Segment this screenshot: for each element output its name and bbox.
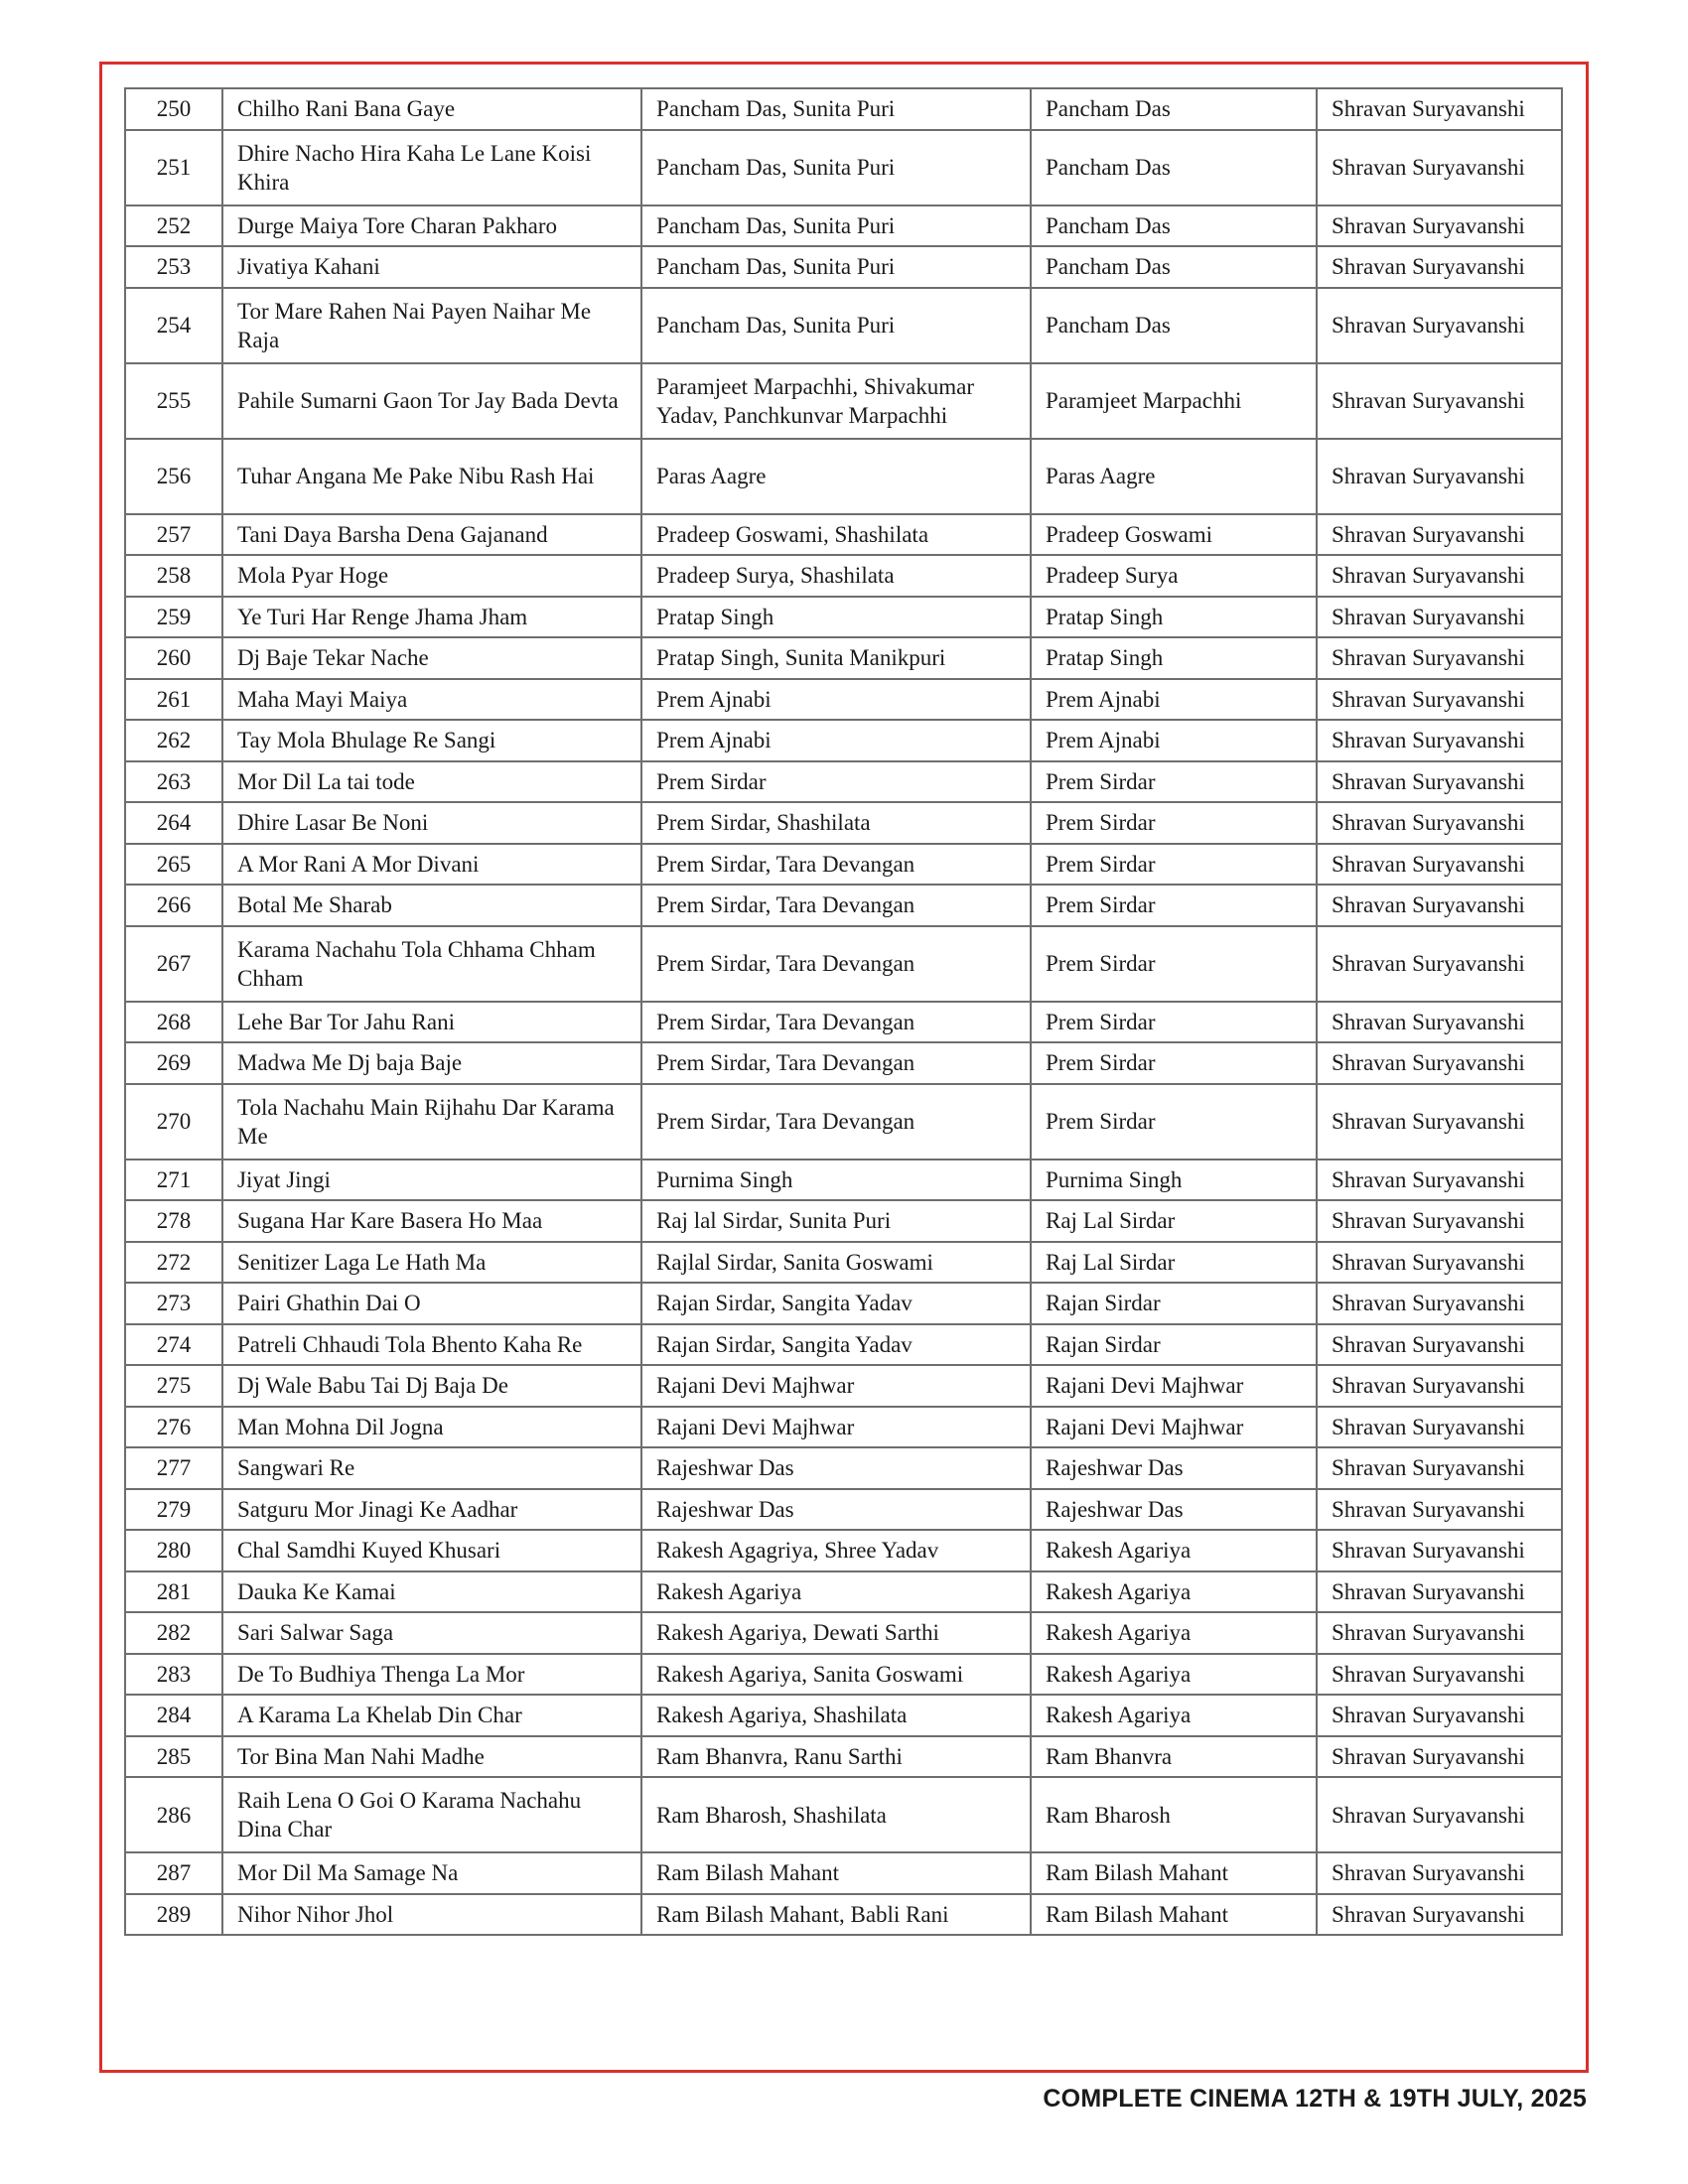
lyricist: Pancham Das [1031, 288, 1317, 363]
singers: Ram Bharosh, Shashilata [641, 1777, 1031, 1852]
singers: Pancham Das, Sunita Puri [641, 246, 1031, 288]
song-title: A Karama La Khelab Din Char [222, 1695, 641, 1736]
table-row [125, 844, 1562, 886]
lyricist: Prem Sirdar [1031, 1084, 1317, 1160]
table-row [125, 1852, 1562, 1894]
composer: Shravan Suryavanshi [1317, 844, 1562, 886]
composer: Shravan Suryavanshi [1317, 1695, 1562, 1736]
singers: Pancham Das, Sunita Puri [641, 130, 1031, 205]
lyricist: Rajan Sirdar [1031, 1283, 1317, 1324]
row-number: 289 [125, 1894, 222, 1936]
row-number: 256 [125, 439, 222, 514]
lyricist: Raj Lal Sirdar [1031, 1242, 1317, 1284]
row-number: 270 [125, 1084, 222, 1160]
row-number: 274 [125, 1324, 222, 1366]
song-title: Botal Me Sharab [222, 885, 641, 926]
song-title: Dj Baje Tekar Nache [222, 637, 641, 679]
lyricist: Rakesh Agariya [1031, 1612, 1317, 1654]
lyricist: Paramjeet Marpachhi [1031, 363, 1317, 439]
table-row [125, 130, 1562, 205]
composer: Shravan Suryavanshi [1317, 246, 1562, 288]
singers: Prem Sirdar, Tara Devangan [641, 844, 1031, 886]
lyricist: Ram Bharosh [1031, 1777, 1317, 1852]
lyricist: Prem Ajnabi [1031, 720, 1317, 761]
song-title: Lehe Bar Tor Jahu Rani [222, 1002, 641, 1043]
table-row [125, 1242, 1562, 1284]
song-title: Satguru Mor Jinagi Ke Aadhar [222, 1489, 641, 1531]
lyricist: Rajan Sirdar [1031, 1324, 1317, 1366]
song-title: Man Mohna Dil Jogna [222, 1407, 641, 1448]
composer: Shravan Suryavanshi [1317, 1736, 1562, 1778]
singers: Pratap Singh [641, 597, 1031, 638]
singers: Prem Sirdar, Tara Devangan [641, 1084, 1031, 1160]
singers: Prem Sirdar, Shashilata [641, 802, 1031, 844]
table-row [125, 1571, 1562, 1613]
table-row [125, 246, 1562, 288]
composer: Shravan Suryavanshi [1317, 802, 1562, 844]
table-row [125, 1489, 1562, 1531]
singers: Rajan Sirdar, Sangita Yadav [641, 1283, 1031, 1324]
composer: Shravan Suryavanshi [1317, 1042, 1562, 1084]
row-number: 272 [125, 1242, 222, 1284]
row-number: 267 [125, 926, 222, 1002]
table-row [125, 555, 1562, 597]
table-row [125, 1002, 1562, 1043]
singers: Rajani Devi Majhwar [641, 1365, 1031, 1407]
song-title: Ye Turi Har Renge Jhama Jham [222, 597, 641, 638]
row-number: 253 [125, 246, 222, 288]
row-number: 269 [125, 1042, 222, 1084]
table-row [125, 1736, 1562, 1778]
table-row [125, 363, 1562, 439]
song-title: Senitizer Laga Le Hath Ma [222, 1242, 641, 1284]
singers: Pratap Singh, Sunita Manikpuri [641, 637, 1031, 679]
row-number: 251 [125, 130, 222, 205]
composer: Shravan Suryavanshi [1317, 637, 1562, 679]
row-number: 279 [125, 1489, 222, 1531]
lyricist: Pancham Das [1031, 205, 1317, 247]
singers: Ram Bilash Mahant, Babli Rani [641, 1894, 1031, 1936]
song-title: Sugana Har Kare Basera Ho Maa [222, 1200, 641, 1242]
song-title: Pairi Ghathin Dai O [222, 1283, 641, 1324]
table-row [125, 1324, 1562, 1366]
song-title: Dj Wale Babu Tai Dj Baja De [222, 1365, 641, 1407]
table-row [125, 885, 1562, 926]
composer: Shravan Suryavanshi [1317, 885, 1562, 926]
table-row [125, 1530, 1562, 1571]
song-title: Raih Lena O Goi O Karama Nachahu Dina Char [222, 1777, 641, 1852]
publication-footer: COMPLETE CINEMA 12TH & 19TH JULY, 2025 [1043, 2085, 1587, 2113]
table-row [125, 926, 1562, 1002]
singers: Rakesh Agariya, Dewati Sarthi [641, 1612, 1031, 1654]
song-title: Tay Mola Bhulage Re Sangi [222, 720, 641, 761]
table-row [125, 205, 1562, 247]
row-number: 280 [125, 1530, 222, 1571]
composer: Shravan Suryavanshi [1317, 1894, 1562, 1936]
table-row [125, 1283, 1562, 1324]
table-row [125, 1407, 1562, 1448]
lyricist: Rakesh Agariya [1031, 1571, 1317, 1613]
lyricist: Paras Aagre [1031, 439, 1317, 514]
lyricist: Ram Bhanvra [1031, 1736, 1317, 1778]
lyricist: Pratap Singh [1031, 637, 1317, 679]
singers: Pradeep Surya, Shashilata [641, 555, 1031, 597]
table-row [125, 1654, 1562, 1696]
singers: Prem Sirdar [641, 761, 1031, 803]
singers: Prem Sirdar, Tara Devangan [641, 926, 1031, 1002]
lyricist: Prem Sirdar [1031, 1042, 1317, 1084]
composer: Shravan Suryavanshi [1317, 720, 1562, 761]
row-number: 266 [125, 885, 222, 926]
table-row [125, 1612, 1562, 1654]
table-row [125, 1365, 1562, 1407]
composer: Shravan Suryavanshi [1317, 1200, 1562, 1242]
singers: Ram Bhanvra, Ranu Sarthi [641, 1736, 1031, 1778]
table-row [125, 1447, 1562, 1489]
lyricist: Ram Bilash Mahant [1031, 1852, 1317, 1894]
song-title: Tor Mare Rahen Nai Payen Naihar Me Raja [222, 288, 641, 363]
row-number: 286 [125, 1777, 222, 1852]
table-row [125, 1894, 1562, 1936]
composer: Shravan Suryavanshi [1317, 363, 1562, 439]
song-title: Chal Samdhi Kuyed Khusari [222, 1530, 641, 1571]
composer: Shravan Suryavanshi [1317, 761, 1562, 803]
lyricist: Rajeshwar Das [1031, 1447, 1317, 1489]
singers: Prem Sirdar, Tara Devangan [641, 885, 1031, 926]
singers: Raj lal Sirdar, Sunita Puri [641, 1200, 1031, 1242]
composer: Shravan Suryavanshi [1317, 1571, 1562, 1613]
singers: Pancham Das, Sunita Puri [641, 288, 1031, 363]
song-title: Sari Salwar Saga [222, 1612, 641, 1654]
singers: Rajan Sirdar, Sangita Yadav [641, 1324, 1031, 1366]
row-number: 277 [125, 1447, 222, 1489]
lyricist: Pradeep Goswami [1031, 514, 1317, 556]
singers: Rajlal Sirdar, Sanita Goswami [641, 1242, 1031, 1284]
song-title: Sangwari Re [222, 1447, 641, 1489]
composer: Shravan Suryavanshi [1317, 1447, 1562, 1489]
row-number: 285 [125, 1736, 222, 1778]
lyricist: Pratap Singh [1031, 597, 1317, 638]
row-number: 259 [125, 597, 222, 638]
song-title: Madwa Me Dj baja Baje [222, 1042, 641, 1084]
row-number: 273 [125, 1283, 222, 1324]
row-number: 252 [125, 205, 222, 247]
lyricist: Rakesh Agariya [1031, 1654, 1317, 1696]
table-row [125, 802, 1562, 844]
composer: Shravan Suryavanshi [1317, 1407, 1562, 1448]
table-row [125, 1777, 1562, 1852]
song-title: De To Budhiya Thenga La Mor [222, 1654, 641, 1696]
composer: Shravan Suryavanshi [1317, 1612, 1562, 1654]
song-title: Chilho Rani Bana Gaye [222, 88, 641, 130]
row-number: 287 [125, 1852, 222, 1894]
composer: Shravan Suryavanshi [1317, 1852, 1562, 1894]
lyricist: Ram Bilash Mahant [1031, 1894, 1317, 1936]
composer: Shravan Suryavanshi [1317, 1283, 1562, 1324]
lyricist: Prem Sirdar [1031, 761, 1317, 803]
composer: Shravan Suryavanshi [1317, 439, 1562, 514]
singers: Pancham Das, Sunita Puri [641, 88, 1031, 130]
singers: Rajeshwar Das [641, 1489, 1031, 1531]
row-number: 283 [125, 1654, 222, 1696]
lyricist: Prem Sirdar [1031, 885, 1317, 926]
composer: Shravan Suryavanshi [1317, 555, 1562, 597]
table-row [125, 597, 1562, 638]
lyricist: Rakesh Agariya [1031, 1530, 1317, 1571]
row-number: 281 [125, 1571, 222, 1613]
composer: Shravan Suryavanshi [1317, 1324, 1562, 1366]
row-number: 282 [125, 1612, 222, 1654]
song-title: Pahile Sumarni Gaon Tor Jay Bada Devta [222, 363, 641, 439]
lyricist: Rajani Devi Majhwar [1031, 1365, 1317, 1407]
composer: Shravan Suryavanshi [1317, 1489, 1562, 1531]
lyricist: Purnima Singh [1031, 1160, 1317, 1201]
singers: Prem Ajnabi [641, 679, 1031, 721]
singers: Paras Aagre [641, 439, 1031, 514]
row-number: 265 [125, 844, 222, 886]
row-number: 260 [125, 637, 222, 679]
row-number: 263 [125, 761, 222, 803]
composer: Shravan Suryavanshi [1317, 1365, 1562, 1407]
lyricist: Pancham Das [1031, 88, 1317, 130]
row-number: 261 [125, 679, 222, 721]
singers: Ram Bilash Mahant [641, 1852, 1031, 1894]
lyricist: Rajeshwar Das [1031, 1489, 1317, 1531]
lyricist: Pradeep Surya [1031, 555, 1317, 597]
row-number: 264 [125, 802, 222, 844]
composer: Shravan Suryavanshi [1317, 597, 1562, 638]
song-title: Nihor Nihor Jhol [222, 1894, 641, 1936]
row-number: 276 [125, 1407, 222, 1448]
composer: Shravan Suryavanshi [1317, 514, 1562, 556]
song-title: Mola Pyar Hoge [222, 555, 641, 597]
row-number: 278 [125, 1200, 222, 1242]
song-title: Tuhar Angana Me Pake Nibu Rash Hai [222, 439, 641, 514]
composer: Shravan Suryavanshi [1317, 926, 1562, 1002]
song-table-body [125, 88, 1562, 1935]
lyricist: Rakesh Agariya [1031, 1695, 1317, 1736]
song-title: Tor Bina Man Nahi Madhe [222, 1736, 641, 1778]
composer: Shravan Suryavanshi [1317, 679, 1562, 721]
row-number: 257 [125, 514, 222, 556]
song-table [124, 87, 1563, 1936]
singers: Paramjeet Marpachhi, Shivakumar Yadav, Panchkunvar Marpachhi [641, 363, 1031, 439]
lyricist: Raj Lal Sirdar [1031, 1200, 1317, 1242]
table-row [125, 514, 1562, 556]
lyricist: Prem Sirdar [1031, 802, 1317, 844]
singers: Rakesh Agariya, Sanita Goswami [641, 1654, 1031, 1696]
song-title: Dauka Ke Kamai [222, 1571, 641, 1613]
composer: Shravan Suryavanshi [1317, 130, 1562, 205]
lyricist: Prem Sirdar [1031, 844, 1317, 886]
row-number: 258 [125, 555, 222, 597]
lyricist: Pancham Das [1031, 130, 1317, 205]
table-row [125, 288, 1562, 363]
song-title: Maha Mayi Maiya [222, 679, 641, 721]
row-number: 262 [125, 720, 222, 761]
singers: Pradeep Goswami, Shashilata [641, 514, 1031, 556]
table-row [125, 1695, 1562, 1736]
table-row [125, 439, 1562, 514]
song-title: Karama Nachahu Tola Chhama Chham Chham [222, 926, 641, 1002]
song-title: Tola Nachahu Main Rijhahu Dar Karama Me [222, 1084, 641, 1160]
composer: Shravan Suryavanshi [1317, 1002, 1562, 1043]
row-number: 268 [125, 1002, 222, 1043]
table-row [125, 1042, 1562, 1084]
singers: Rakesh Agariya, Shashilata [641, 1695, 1031, 1736]
song-title: Mor Dil Ma Samage Na [222, 1852, 641, 1894]
song-title: Mor Dil La tai tode [222, 761, 641, 803]
row-number: 284 [125, 1695, 222, 1736]
table-row [125, 88, 1562, 130]
lyricist: Prem Sirdar [1031, 1002, 1317, 1043]
singers: Rajani Devi Majhwar [641, 1407, 1031, 1448]
singers: Rakesh Agariya [641, 1571, 1031, 1613]
song-title: Durge Maiya Tore Charan Pakharo [222, 205, 641, 247]
row-number: 271 [125, 1160, 222, 1201]
table-row [125, 1084, 1562, 1160]
singers: Prem Sirdar, Tara Devangan [641, 1002, 1031, 1043]
composer: Shravan Suryavanshi [1317, 205, 1562, 247]
song-title: Patreli Chhaudi Tola Bhento Kaha Re [222, 1324, 641, 1366]
composer: Shravan Suryavanshi [1317, 288, 1562, 363]
singers: Prem Ajnabi [641, 720, 1031, 761]
row-number: 250 [125, 88, 222, 130]
lyricist: Rajani Devi Majhwar [1031, 1407, 1317, 1448]
table-row [125, 761, 1562, 803]
singers: Prem Sirdar, Tara Devangan [641, 1042, 1031, 1084]
singers: Rajeshwar Das [641, 1447, 1031, 1489]
composer: Shravan Suryavanshi [1317, 1530, 1562, 1571]
row-number: 275 [125, 1365, 222, 1407]
song-title: Dhire Nacho Hira Kaha Le Lane Koisi Khira [222, 130, 641, 205]
composer: Shravan Suryavanshi [1317, 1084, 1562, 1160]
song-title: Dhire Lasar Be Noni [222, 802, 641, 844]
table-row [125, 1160, 1562, 1201]
song-title: Tani Daya Barsha Dena Gajanand [222, 514, 641, 556]
table-row [125, 720, 1562, 761]
composer: Shravan Suryavanshi [1317, 1160, 1562, 1201]
lyricist: Prem Sirdar [1031, 926, 1317, 1002]
composer: Shravan Suryavanshi [1317, 1242, 1562, 1284]
table-row [125, 679, 1562, 721]
composer: Shravan Suryavanshi [1317, 1777, 1562, 1852]
singers: Rakesh Agagriya, Shree Yadav [641, 1530, 1031, 1571]
song-title: Jiyat Jingi [222, 1160, 641, 1201]
composer: Shravan Suryavanshi [1317, 1654, 1562, 1696]
song-title: A Mor Rani A Mor Divani [222, 844, 641, 886]
song-title: Jivatiya Kahani [222, 246, 641, 288]
row-number: 254 [125, 288, 222, 363]
composer: Shravan Suryavanshi [1317, 88, 1562, 130]
lyricist: Prem Ajnabi [1031, 679, 1317, 721]
singers: Pancham Das, Sunita Puri [641, 205, 1031, 247]
table-row [125, 1200, 1562, 1242]
singers: Purnima Singh [641, 1160, 1031, 1201]
table-row [125, 637, 1562, 679]
lyricist: Pancham Das [1031, 246, 1317, 288]
row-number: 255 [125, 363, 222, 439]
